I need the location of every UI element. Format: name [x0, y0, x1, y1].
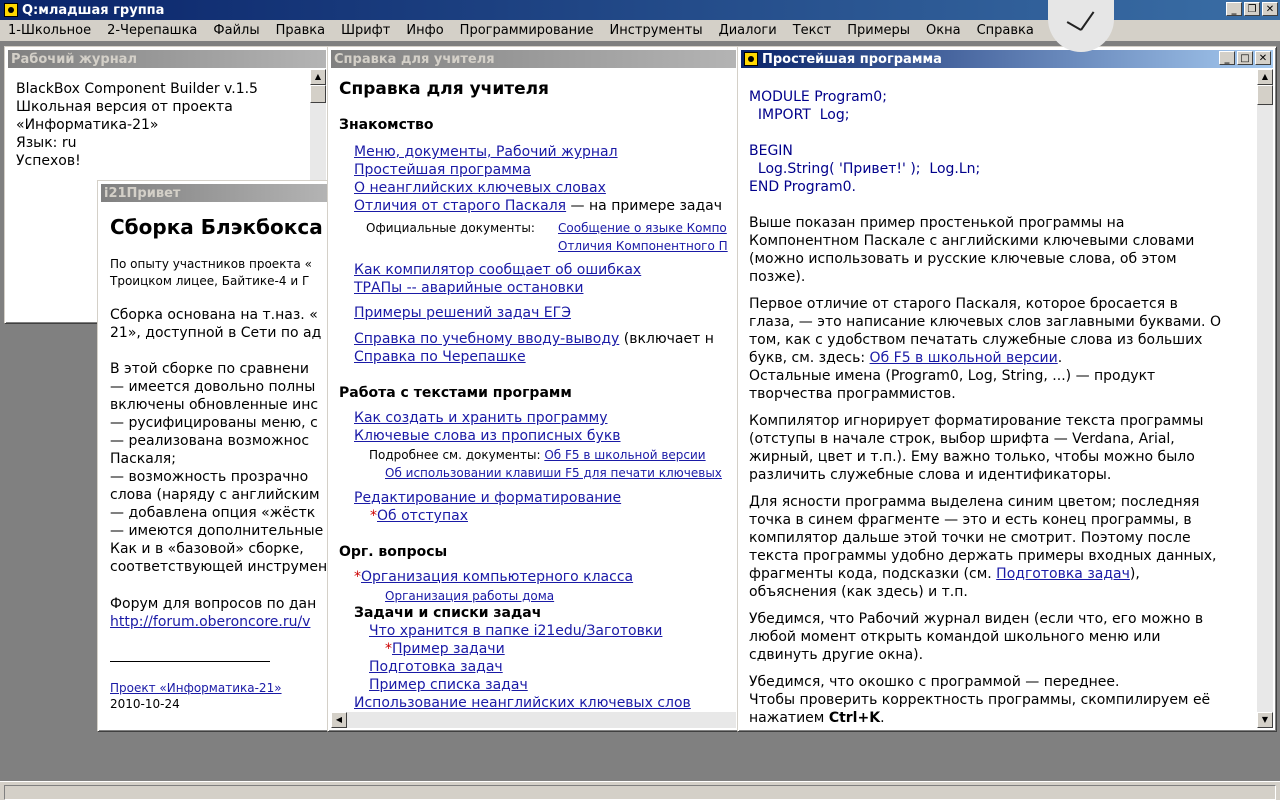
- body-text: различить служебные слова и идентификаторы.: [749, 467, 1112, 483]
- i21-date: 2010-10-24: [110, 697, 180, 711]
- i21-text: соответствующей инструмен: [110, 559, 328, 575]
- body-text-row: [749, 565, 1140, 583]
- scroll-down-button[interactable]: ▼: [1257, 712, 1273, 728]
- menu-programming[interactable]: Программирование: [459, 23, 594, 38]
- help-hscrollbar[interactable]: ◀: [331, 712, 736, 728]
- i21-text: Как и в «базовой» сборке,: [110, 541, 304, 557]
- i21-forum-text: Форум для вопросов по дан: [110, 596, 317, 612]
- help-link[interactable]: Простейшая программа: [354, 162, 531, 178]
- i21-text: — возможность прозрачно: [110, 469, 309, 485]
- task-prep-link[interactable]: Подготовка задач: [996, 566, 1130, 582]
- body-text: Чтобы проверить корректность программы, скомпилируем её: [749, 692, 1211, 708]
- journal-line: Язык: ru: [16, 135, 77, 151]
- i21-small-text: По опыту участников проекта «: [110, 257, 312, 271]
- menu-dialogs[interactable]: Диалоги: [718, 23, 777, 38]
- help-link[interactable]: Примеры решений задач ЕГЭ: [354, 305, 571, 321]
- help-link-row: *Об отступах: [370, 508, 468, 524]
- i21-text: включены обновленные инс: [110, 397, 319, 413]
- i21-text: — добавлена опция «жёстк: [110, 505, 316, 521]
- app-icon: [4, 3, 18, 17]
- clock-icon: [1048, 0, 1114, 52]
- body-text-row: [749, 349, 1062, 367]
- app-minimize-button[interactable]: _: [1226, 2, 1242, 16]
- menu-tools[interactable]: Инструменты: [609, 23, 703, 38]
- help-note-row: [369, 446, 706, 464]
- body-text: любой момент открыть командой школьного меню или: [749, 629, 1161, 645]
- i21-window-title[interactable]: i21Привет: [101, 184, 329, 202]
- help-link[interactable]: ТРАПы -- аварийные остановки: [354, 280, 584, 296]
- help-link[interactable]: Об отступах: [377, 508, 468, 524]
- body-text-row: [749, 709, 885, 727]
- menu-edit[interactable]: Правка: [275, 23, 326, 38]
- help-doc-link[interactable]: Об F5 в школьной версии: [544, 448, 706, 462]
- body-text: Компилятор игнорирует форматирование текста программы: [749, 413, 1204, 429]
- help-doc-link[interactable]: Об использовании клавиши F5 для печати ключевых: [385, 466, 722, 480]
- body-text: глаза, — это написание ключевых слов заглавными буквами. О: [749, 314, 1221, 330]
- i21-text: Сборка основана на т.наз. «: [110, 307, 318, 323]
- body-text: (можно использовать и русские ключевые слова, об этом: [749, 251, 1177, 267]
- body-text: жирный, цвет и т.п.). Ему важно только, чтобы можно было: [749, 449, 1195, 465]
- journal-line: Школьная версия от проекта: [16, 99, 233, 115]
- app-title: Q:младшая группа: [22, 2, 165, 18]
- i21-project-link[interactable]: Проект «Информатика-21»: [110, 681, 282, 695]
- help-window-title[interactable]: Справка для учителя: [331, 50, 736, 68]
- i21-text: — реализована возможнос: [110, 433, 310, 449]
- i21-text: — русифицированы меню, с: [110, 415, 318, 431]
- help-link[interactable]: Редактирование и форматирование: [354, 490, 622, 506]
- menu-examples[interactable]: Примеры: [847, 23, 911, 38]
- body-text: компилятор дальше этой точки не смотрит. Поэтому после: [749, 530, 1191, 546]
- menu-font[interactable]: Шрифт: [341, 23, 391, 38]
- punctuation: ),: [1129, 566, 1140, 582]
- body-text: объяснения (как здесь) и т.п.: [749, 584, 968, 600]
- help-link-row: *Организация компьютерного класса: [354, 569, 634, 585]
- i21-text: В этой сборке по сравнени: [110, 361, 309, 377]
- menu-files[interactable]: Файлы: [213, 23, 260, 38]
- help-note: Подробнее см. документы:: [369, 448, 545, 462]
- menu-info[interactable]: Инфо: [406, 23, 444, 38]
- help-section-title: Орг. вопросы: [339, 544, 448, 560]
- code-line: Log.String( 'Привет!' ); Log.Ln;: [749, 161, 981, 177]
- journal-scrollbar[interactable]: ▲: [310, 69, 326, 320]
- help-link-row: [354, 330, 714, 348]
- i21-text: 21», доступной в Сети по ад: [110, 325, 322, 341]
- help-window[interactable]: [327, 46, 740, 732]
- help-link[interactable]: Меню, документы, Рабочий журнал: [354, 144, 618, 160]
- scroll-up-button[interactable]: ▲: [1257, 69, 1273, 85]
- i21-window[interactable]: [97, 180, 333, 732]
- i21-text: слова (наряду с английским: [110, 487, 320, 503]
- body-text: позже).: [749, 269, 806, 285]
- body-text: Для ясности программа выделена синим цветом; последняя: [749, 494, 1200, 510]
- body-text: текста программы удобно держать примеры входных данных,: [749, 548, 1217, 564]
- journal-line: BlackBox Component Builder v.1.5: [16, 81, 258, 97]
- body-text: (отступы в начале строк, выбор шрифта — Verdana, Arial,: [749, 431, 1175, 447]
- body-text: фрагменты кода, подсказки (см.: [749, 566, 997, 582]
- i21-forum-link[interactable]: http://forum.oberoncore.ru/v: [110, 614, 311, 630]
- journal-window-title[interactable]: Рабочий журнал: [8, 50, 326, 68]
- maximize-button[interactable]: □: [1237, 51, 1253, 65]
- help-link[interactable]: Что хранится в папке i21edu/Заготовки: [369, 623, 663, 639]
- i21-text: Паскаля;: [110, 451, 176, 467]
- body-text: Убедимся, что окошко с программой — переднее.: [749, 674, 1120, 690]
- help-section-title: Знакомство: [339, 117, 434, 133]
- f5-doc-link[interactable]: Об F5 в школьной версии: [869, 350, 1058, 366]
- journal-line: «Информатика-21»: [16, 117, 159, 133]
- help-note: Официальные документы:: [366, 221, 535, 235]
- minimize-button[interactable]: _: [1219, 51, 1235, 65]
- i21-heading: Сборка Блэкбокса: [110, 215, 323, 239]
- help-link[interactable]: Как создать и хранить программу: [354, 410, 608, 426]
- i21-text: — имеется довольно полны: [110, 379, 316, 395]
- menu-windows[interactable]: Окна: [926, 23, 961, 38]
- close-button[interactable]: ✕: [1255, 51, 1271, 65]
- help-section-title: Работа с текстами программ: [339, 385, 572, 401]
- help-doc-link[interactable]: Отличия Компонентного П: [558, 239, 728, 253]
- body-text: Убедимся, что Рабочий журнал виден (если что, его можно в: [749, 611, 1204, 627]
- help-link[interactable]: Подготовка задач: [369, 659, 503, 675]
- code-line: MODULE Program0;: [749, 89, 887, 105]
- program-window-title-text: Простейшая программа: [762, 51, 942, 67]
- code-line: END Program0.: [749, 179, 856, 195]
- help-link[interactable]: Пример задачи: [392, 641, 505, 657]
- journal-line: Успехов!: [16, 153, 81, 169]
- body-text: творчества программистов.: [749, 386, 956, 402]
- code-line: BEGIN: [749, 143, 793, 159]
- body-text: Первое отличие от старого Паскаля, которое бросается в: [749, 296, 1178, 312]
- help-link[interactable]: Пример списка задач: [369, 677, 528, 693]
- body-text: том, как с удобством печатать служебные слова из больших: [749, 332, 1203, 348]
- punctuation: .: [880, 710, 885, 726]
- body-text: Компонентном Паскале с английскими ключевыми словами: [749, 233, 1195, 249]
- body-text: нажатием: [749, 710, 829, 726]
- help-heading: Справка для учителя: [339, 79, 549, 99]
- help-link[interactable]: Как компилятор сообщает об ошибках: [354, 262, 642, 278]
- body-text: точка в синем фрагменте — это и есть конец программы, в: [749, 512, 1192, 528]
- help-link[interactable]: Отличия от старого Паскаля: [354, 198, 567, 214]
- help-link-tail: (включает н: [619, 331, 714, 347]
- code-line: IMPORT Log;: [749, 107, 850, 123]
- help-link[interactable]: Справка по Черепашке: [354, 349, 526, 365]
- help-link[interactable]: Справка по учебному вводу-выводу: [354, 331, 620, 347]
- i21-text: — имеются дополнительные: [110, 523, 324, 539]
- help-link[interactable]: О неанглийских ключевых словах: [354, 180, 606, 196]
- document-icon: [744, 52, 758, 66]
- program-window-title[interactable]: [741, 50, 1273, 68]
- scroll-thumb[interactable]: [1257, 85, 1273, 105]
- app-close-button[interactable]: ✕: [1262, 2, 1278, 16]
- punctuation: .: [1057, 350, 1063, 366]
- program-window[interactable]: [737, 46, 1277, 732]
- help-subsection-title: Задачи и списки задач: [354, 605, 542, 621]
- help-link[interactable]: Ключевые слова из прописных букв: [354, 428, 621, 444]
- help-link[interactable]: Использование неанглийских ключевых слов: [354, 695, 691, 711]
- app-restore-button[interactable]: ❐: [1244, 2, 1260, 16]
- program-scrollbar[interactable]: [1257, 69, 1273, 728]
- help-doc-link[interactable]: Организация работы дома: [385, 589, 555, 603]
- body-text: сдвинуть другие окна).: [749, 647, 924, 663]
- help-link[interactable]: Организация компьютерного класса: [361, 569, 634, 585]
- menu-school[interactable]: 1-Школьное: [8, 23, 92, 38]
- body-text: букв, см. здесь:: [749, 350, 870, 366]
- menu-text[interactable]: Текст: [792, 23, 832, 38]
- i21-small-text: Троицком лицее, Байтике-4 и Г: [110, 274, 310, 288]
- divider: [110, 661, 270, 662]
- help-link-tail: — на примере задач: [566, 198, 723, 214]
- shortcut-text: Ctrl+K: [828, 710, 881, 726]
- help-doc-link[interactable]: Сообщение о языке Компо: [558, 221, 727, 235]
- help-link-row: [354, 197, 722, 215]
- menu-help[interactable]: Справка: [976, 23, 1034, 38]
- status-bar: [0, 781, 1280, 800]
- menu-turtle[interactable]: 2-Черепашка: [107, 23, 198, 38]
- body-text: Остальные имена (Program0, Log, String, ...) — продукт: [749, 368, 1156, 384]
- help-link-row: *Пример задачи: [385, 641, 505, 657]
- body-text: Выше показан пример простенькой программы на: [749, 215, 1125, 231]
